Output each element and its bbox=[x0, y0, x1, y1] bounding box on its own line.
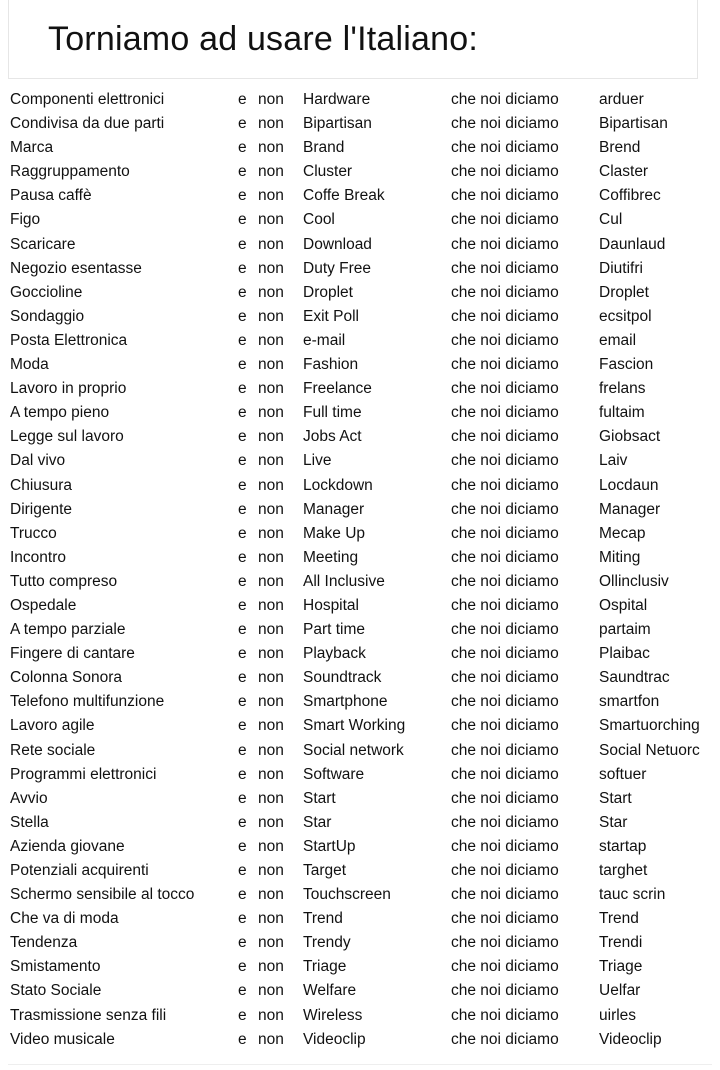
phonetic-spelling: Uelfar bbox=[599, 982, 641, 1000]
negation-non: non bbox=[258, 115, 284, 133]
list-row bbox=[0, 1004, 720, 1028]
italian-term: Goccioline bbox=[10, 283, 83, 301]
phrase-che-noi-diciamo: che noi diciamo bbox=[451, 669, 559, 687]
list-row bbox=[0, 979, 720, 1003]
conjunction-e: e bbox=[238, 211, 247, 229]
english-term: Live bbox=[303, 452, 332, 470]
list-row bbox=[0, 1028, 720, 1052]
phonetic-spelling: Droplet bbox=[599, 283, 649, 301]
english-term: Make Up bbox=[303, 524, 366, 542]
phrase-che-noi-diciamo: che noi diciamo bbox=[451, 645, 559, 663]
english-term: Lockdown bbox=[303, 476, 373, 494]
phonetic-spelling: softuer bbox=[599, 765, 647, 783]
italian-term: Che va di moda bbox=[10, 910, 119, 928]
phrase-che-noi-diciamo: che noi diciamo bbox=[451, 187, 559, 205]
phonetic-spelling: partaim bbox=[599, 621, 651, 639]
italian-term: Potenziali acquirenti bbox=[10, 862, 149, 879]
conjunction-e: e bbox=[238, 428, 247, 446]
list-row bbox=[0, 931, 720, 955]
phonetic-spelling: Locdaun bbox=[599, 476, 659, 494]
english-term: Jobs Act bbox=[303, 428, 362, 446]
negation-non: non bbox=[258, 211, 284, 229]
list-row bbox=[0, 281, 720, 305]
english-term: Brand bbox=[303, 139, 345, 157]
phonetic-spelling: frelans bbox=[599, 380, 646, 398]
italian-term: Figo bbox=[10, 211, 41, 229]
list-row bbox=[0, 305, 720, 329]
list-row bbox=[0, 883, 720, 907]
phrase-che-noi-diciamo: che noi diciamo bbox=[451, 404, 559, 422]
list-row bbox=[0, 763, 720, 787]
list-row bbox=[0, 666, 720, 690]
italian-term: Negozio esentasse bbox=[10, 259, 142, 277]
list-row bbox=[0, 811, 720, 835]
negation-non: non bbox=[258, 428, 284, 446]
conjunction-e: e bbox=[238, 717, 247, 735]
conjunction-e: e bbox=[238, 91, 247, 108]
phrase-che-noi-diciamo: che noi diciamo bbox=[451, 283, 559, 301]
english-term: Hospital bbox=[303, 596, 359, 614]
phrase-che-noi-diciamo: che noi diciamo bbox=[451, 621, 559, 639]
conjunction-e: e bbox=[238, 958, 247, 976]
english-term: Cluster bbox=[303, 163, 353, 181]
conjunction-e: e bbox=[238, 621, 247, 639]
phrase-che-noi-diciamo: che noi diciamo bbox=[451, 356, 559, 374]
list-row bbox=[0, 208, 720, 232]
negation-non: non bbox=[258, 669, 284, 687]
phrase-che-noi-diciamo: che noi diciamo bbox=[451, 163, 559, 181]
negation-non: non bbox=[258, 621, 284, 639]
conjunction-e: e bbox=[238, 741, 247, 759]
list-row bbox=[0, 690, 720, 714]
list-row bbox=[0, 233, 720, 257]
english-term: Bipartisan bbox=[303, 115, 372, 133]
english-term: Star bbox=[303, 813, 332, 831]
phrase-che-noi-diciamo: che noi diciamo bbox=[451, 476, 559, 494]
phonetic-spelling: Star bbox=[599, 813, 628, 831]
italian-term: Lavoro agile bbox=[10, 717, 95, 735]
english-term: Coffe Break bbox=[303, 187, 385, 205]
list-row bbox=[0, 955, 720, 979]
english-term: Exit Poll bbox=[303, 307, 359, 325]
english-term: Playback bbox=[303, 645, 366, 663]
conjunction-e: e bbox=[238, 572, 247, 590]
english-term: Wireless bbox=[303, 1006, 363, 1024]
phonetic-spelling: Videoclip bbox=[599, 1030, 662, 1048]
phonetic-spelling: Trendi bbox=[599, 934, 643, 952]
list-row bbox=[0, 835, 720, 859]
conjunction-e: e bbox=[238, 163, 247, 181]
phonetic-spelling: Mecap bbox=[599, 524, 646, 542]
negation-non: non bbox=[258, 1006, 284, 1024]
italian-term: Sondaggio bbox=[10, 307, 85, 325]
phonetic-spelling: Social Netuorc bbox=[599, 741, 700, 759]
english-term: Cool bbox=[303, 211, 335, 229]
list-row bbox=[0, 787, 720, 811]
italian-term: Moda bbox=[10, 356, 49, 374]
italian-term: Video musicale bbox=[10, 1030, 115, 1048]
italian-term: A tempo pieno bbox=[10, 404, 110, 422]
english-term: Triage bbox=[303, 958, 347, 976]
english-term: Trendy bbox=[303, 934, 351, 952]
negation-non: non bbox=[258, 163, 284, 181]
italian-term: Telefono multifunzione bbox=[10, 693, 165, 711]
italian-term: Colonna Sonora bbox=[10, 669, 123, 687]
negation-non: non bbox=[258, 404, 284, 422]
italian-term: Tutto compreso bbox=[10, 572, 118, 590]
conjunction-e: e bbox=[238, 886, 247, 904]
phrase-che-noi-diciamo: che noi diciamo bbox=[451, 572, 559, 590]
list-row bbox=[0, 449, 720, 473]
conjunction-e: e bbox=[238, 139, 247, 157]
negation-non: non bbox=[258, 910, 284, 928]
conjunction-e: e bbox=[238, 789, 247, 807]
italian-term: Chiusura bbox=[10, 476, 73, 494]
italian-term: Condivisa da due parti bbox=[10, 115, 165, 133]
conjunction-e: e bbox=[238, 524, 247, 542]
phrase-che-noi-diciamo: che noi diciamo bbox=[451, 813, 559, 831]
negation-non: non bbox=[258, 235, 284, 253]
conjunction-e: e bbox=[238, 115, 247, 133]
phrase-che-noi-diciamo: che noi diciamo bbox=[451, 428, 559, 446]
negation-non: non bbox=[258, 813, 284, 831]
phonetic-spelling: Giobsact bbox=[599, 428, 661, 446]
negation-non: non bbox=[258, 380, 284, 398]
negation-non: non bbox=[258, 307, 284, 325]
phonetic-spelling: targhet bbox=[599, 862, 648, 879]
list-row bbox=[0, 401, 720, 425]
list-row bbox=[0, 594, 720, 618]
list-row bbox=[0, 618, 720, 642]
list-row bbox=[0, 546, 720, 570]
phonetic-spelling: Coffibrec bbox=[599, 187, 661, 205]
list-row bbox=[0, 88, 720, 112]
conjunction-e: e bbox=[238, 476, 247, 494]
conjunction-e: e bbox=[238, 982, 247, 1000]
italian-term: Stella bbox=[10, 813, 49, 831]
negation-non: non bbox=[258, 765, 284, 783]
english-term: Trend bbox=[303, 910, 343, 928]
italian-term: Lavoro in proprio bbox=[10, 380, 127, 398]
english-term: Hardware bbox=[303, 91, 371, 108]
negation-non: non bbox=[258, 187, 284, 205]
list-row bbox=[0, 329, 720, 353]
negation-non: non bbox=[258, 91, 284, 108]
negation-non: non bbox=[258, 958, 284, 976]
negation-non: non bbox=[258, 596, 284, 614]
phrase-che-noi-diciamo: che noi diciamo bbox=[451, 693, 559, 711]
italian-term: Stato Sociale bbox=[10, 982, 102, 1000]
italian-term: Legge sul lavoro bbox=[10, 428, 124, 446]
negation-non: non bbox=[258, 139, 284, 157]
italian-term: Rete sociale bbox=[10, 741, 96, 759]
english-term: Touchscreen bbox=[303, 886, 391, 904]
phonetic-spelling: Claster bbox=[599, 163, 649, 181]
negation-non: non bbox=[258, 1030, 284, 1048]
negation-non: non bbox=[258, 837, 284, 855]
list-row bbox=[0, 642, 720, 666]
phonetic-spelling: Start bbox=[599, 789, 632, 807]
italian-term: Azienda giovane bbox=[10, 837, 125, 855]
phrase-che-noi-diciamo: che noi diciamo bbox=[451, 910, 559, 928]
phrase-che-noi-diciamo: che noi diciamo bbox=[451, 139, 559, 157]
phrase-che-noi-diciamo: che noi diciamo bbox=[451, 862, 559, 879]
phrase-che-noi-diciamo: che noi diciamo bbox=[451, 886, 559, 904]
italian-term: A tempo parziale bbox=[10, 621, 126, 639]
italian-term: Fingere di cantare bbox=[10, 645, 135, 663]
list-row bbox=[0, 184, 720, 208]
english-term: All Inclusive bbox=[303, 572, 385, 590]
negation-non: non bbox=[258, 476, 284, 494]
english-term: Software bbox=[303, 765, 365, 783]
phonetic-spelling: email bbox=[599, 331, 637, 349]
negation-non: non bbox=[258, 645, 284, 663]
negation-non: non bbox=[258, 741, 284, 759]
phrase-che-noi-diciamo: che noi diciamo bbox=[451, 452, 559, 470]
negation-non: non bbox=[258, 934, 284, 952]
phonetic-spelling: Saundtrac bbox=[599, 669, 670, 687]
phrase-che-noi-diciamo: che noi diciamo bbox=[451, 958, 559, 976]
italian-term: Avvio bbox=[10, 789, 48, 807]
negation-non: non bbox=[258, 356, 284, 374]
italian-term: Incontro bbox=[10, 548, 67, 566]
phrase-che-noi-diciamo: che noi diciamo bbox=[451, 741, 559, 759]
conjunction-e: e bbox=[238, 910, 247, 928]
english-term: Welfare bbox=[303, 982, 357, 1000]
phonetic-spelling: Daunlaud bbox=[599, 235, 666, 253]
conjunction-e: e bbox=[238, 500, 247, 518]
phonetic-spelling: Triage bbox=[599, 958, 643, 976]
phonetic-spelling: Plaibac bbox=[599, 645, 650, 663]
italian-term: Marca bbox=[10, 139, 54, 157]
english-term: Smart Working bbox=[303, 717, 406, 735]
conjunction-e: e bbox=[238, 356, 247, 374]
conjunction-e: e bbox=[238, 283, 247, 301]
phonetic-spelling: Diutifri bbox=[599, 259, 643, 277]
english-term: Freelance bbox=[303, 380, 372, 398]
list-row bbox=[0, 498, 720, 522]
conjunction-e: e bbox=[238, 813, 247, 831]
word-list bbox=[0, 88, 720, 1052]
italian-term: Programmi elettronici bbox=[10, 765, 157, 783]
phrase-che-noi-diciamo: che noi diciamo bbox=[451, 331, 559, 349]
list-row bbox=[0, 739, 720, 763]
conjunction-e: e bbox=[238, 837, 247, 855]
conjunction-e: e bbox=[238, 235, 247, 253]
italian-term: Raggruppamento bbox=[10, 163, 130, 181]
phrase-che-noi-diciamo: che noi diciamo bbox=[451, 1030, 559, 1048]
phrase-che-noi-diciamo: che noi diciamo bbox=[451, 307, 559, 325]
phonetic-spelling: Cul bbox=[599, 211, 623, 229]
bottom-divider bbox=[8, 1064, 712, 1065]
italian-term: Ospedale bbox=[10, 596, 77, 614]
conjunction-e: e bbox=[238, 404, 247, 422]
phonetic-spelling: Manager bbox=[599, 500, 661, 518]
phrase-che-noi-diciamo: che noi diciamo bbox=[451, 91, 559, 108]
phrase-che-noi-diciamo: che noi diciamo bbox=[451, 259, 559, 277]
phonetic-spelling: smartfon bbox=[599, 693, 660, 711]
phonetic-spelling: Smartuorching bbox=[599, 717, 700, 735]
conjunction-e: e bbox=[238, 307, 247, 325]
negation-non: non bbox=[258, 572, 284, 590]
conjunction-e: e bbox=[238, 765, 247, 783]
italian-term: Trucco bbox=[10, 524, 57, 542]
phrase-che-noi-diciamo: che noi diciamo bbox=[451, 524, 559, 542]
italian-term: Componenti elettronici bbox=[10, 91, 165, 108]
phonetic-spelling: uirles bbox=[599, 1006, 637, 1024]
conjunction-e: e bbox=[238, 596, 247, 614]
italian-term: Pausa caffè bbox=[10, 187, 92, 205]
conjunction-e: e bbox=[238, 380, 247, 398]
phonetic-spelling: Ollinclusiv bbox=[599, 572, 669, 590]
english-term: e-mail bbox=[303, 331, 346, 349]
english-term: Full time bbox=[303, 404, 362, 422]
english-term: Videoclip bbox=[303, 1030, 366, 1048]
phrase-che-noi-diciamo: che noi diciamo bbox=[451, 789, 559, 807]
phonetic-spelling: tauc scrin bbox=[599, 886, 666, 904]
phonetic-spelling: Brend bbox=[599, 139, 641, 157]
phrase-che-noi-diciamo: che noi diciamo bbox=[451, 1006, 559, 1024]
list-row bbox=[0, 112, 720, 136]
negation-non: non bbox=[258, 524, 284, 542]
negation-non: non bbox=[258, 500, 284, 518]
phonetic-spelling: startap bbox=[599, 837, 647, 855]
negation-non: non bbox=[258, 982, 284, 1000]
phonetic-spelling: arduer bbox=[599, 91, 644, 108]
negation-non: non bbox=[258, 259, 284, 277]
italian-term: Tendenza bbox=[10, 934, 78, 952]
phrase-che-noi-diciamo: che noi diciamo bbox=[451, 982, 559, 1000]
italian-term: Trasmissione senza fili bbox=[10, 1006, 167, 1024]
conjunction-e: e bbox=[238, 934, 247, 952]
conjunction-e: e bbox=[238, 645, 247, 663]
phrase-che-noi-diciamo: che noi diciamo bbox=[451, 837, 559, 855]
conjunction-e: e bbox=[238, 693, 247, 711]
italian-term: Dal vivo bbox=[10, 452, 66, 470]
english-term: Part time bbox=[303, 621, 366, 639]
english-term: Smartphone bbox=[303, 693, 388, 711]
english-term: Soundtrack bbox=[303, 669, 382, 687]
list-row bbox=[0, 714, 720, 738]
phrase-che-noi-diciamo: che noi diciamo bbox=[451, 211, 559, 229]
english-term: Start bbox=[303, 789, 336, 807]
negation-non: non bbox=[258, 283, 284, 301]
negation-non: non bbox=[258, 789, 284, 807]
phonetic-spelling: Trend bbox=[599, 910, 639, 928]
phrase-che-noi-diciamo: che noi diciamo bbox=[451, 717, 559, 735]
english-term: Social network bbox=[303, 741, 404, 759]
conjunction-e: e bbox=[238, 1030, 247, 1048]
phrase-che-noi-diciamo: che noi diciamo bbox=[451, 235, 559, 253]
phrase-che-noi-diciamo: che noi diciamo bbox=[451, 596, 559, 614]
italian-term: Posta Elettronica bbox=[10, 331, 128, 349]
italian-term: Dirigente bbox=[10, 500, 73, 518]
english-term: Manager bbox=[303, 500, 365, 518]
english-term: Droplet bbox=[303, 283, 353, 301]
italian-term: Scaricare bbox=[10, 235, 76, 253]
english-term: Download bbox=[303, 235, 372, 253]
conjunction-e: e bbox=[238, 187, 247, 205]
list-row bbox=[0, 522, 720, 546]
negation-non: non bbox=[258, 548, 284, 566]
negation-non: non bbox=[258, 452, 284, 470]
phonetic-spelling: Miting bbox=[599, 548, 641, 566]
conjunction-e: e bbox=[238, 1006, 247, 1024]
negation-non: non bbox=[258, 717, 284, 735]
phrase-che-noi-diciamo: che noi diciamo bbox=[451, 765, 559, 783]
negation-non: non bbox=[258, 886, 284, 904]
negation-non: non bbox=[258, 331, 284, 349]
conjunction-e: e bbox=[238, 669, 247, 687]
english-term: Meeting bbox=[303, 548, 359, 566]
phrase-che-noi-diciamo: che noi diciamo bbox=[451, 380, 559, 398]
page-title: Torniamo ad usare l'Italiano: bbox=[48, 20, 478, 58]
list-row bbox=[0, 907, 720, 931]
list-row bbox=[0, 160, 720, 184]
english-term: Target bbox=[303, 862, 347, 879]
negation-non: non bbox=[258, 693, 284, 711]
list-row bbox=[0, 474, 720, 498]
list-row bbox=[0, 257, 720, 281]
italian-term: Schermo sensibile al tocco bbox=[10, 886, 195, 904]
english-term: StartUp bbox=[303, 837, 356, 855]
phrase-che-noi-diciamo: che noi diciamo bbox=[451, 115, 559, 133]
phonetic-spelling: Fascion bbox=[599, 356, 654, 374]
list-row bbox=[0, 377, 720, 401]
phrase-che-noi-diciamo: che noi diciamo bbox=[451, 548, 559, 566]
list-row bbox=[0, 570, 720, 594]
phrase-che-noi-diciamo: che noi diciamo bbox=[451, 500, 559, 518]
list-row bbox=[0, 425, 720, 449]
phrase-che-noi-diciamo: che noi diciamo bbox=[451, 934, 559, 952]
list-row bbox=[0, 136, 720, 160]
conjunction-e: e bbox=[238, 862, 247, 879]
conjunction-e: e bbox=[238, 259, 247, 277]
english-term: Fashion bbox=[303, 356, 359, 374]
conjunction-e: e bbox=[238, 548, 247, 566]
phonetic-spelling: fultaim bbox=[599, 404, 645, 422]
italian-term: Smistamento bbox=[10, 958, 101, 976]
conjunction-e: e bbox=[238, 452, 247, 470]
phonetic-spelling: ecsitpol bbox=[599, 307, 652, 325]
negation-non: non bbox=[258, 862, 284, 879]
list-row bbox=[0, 859, 720, 883]
phonetic-spelling: Bipartisan bbox=[599, 115, 668, 133]
phonetic-spelling: Laiv bbox=[599, 452, 628, 470]
english-term: Duty Free bbox=[303, 259, 372, 277]
phonetic-spelling: Ospital bbox=[599, 596, 648, 614]
conjunction-e: e bbox=[238, 331, 247, 349]
list-row bbox=[0, 353, 720, 377]
